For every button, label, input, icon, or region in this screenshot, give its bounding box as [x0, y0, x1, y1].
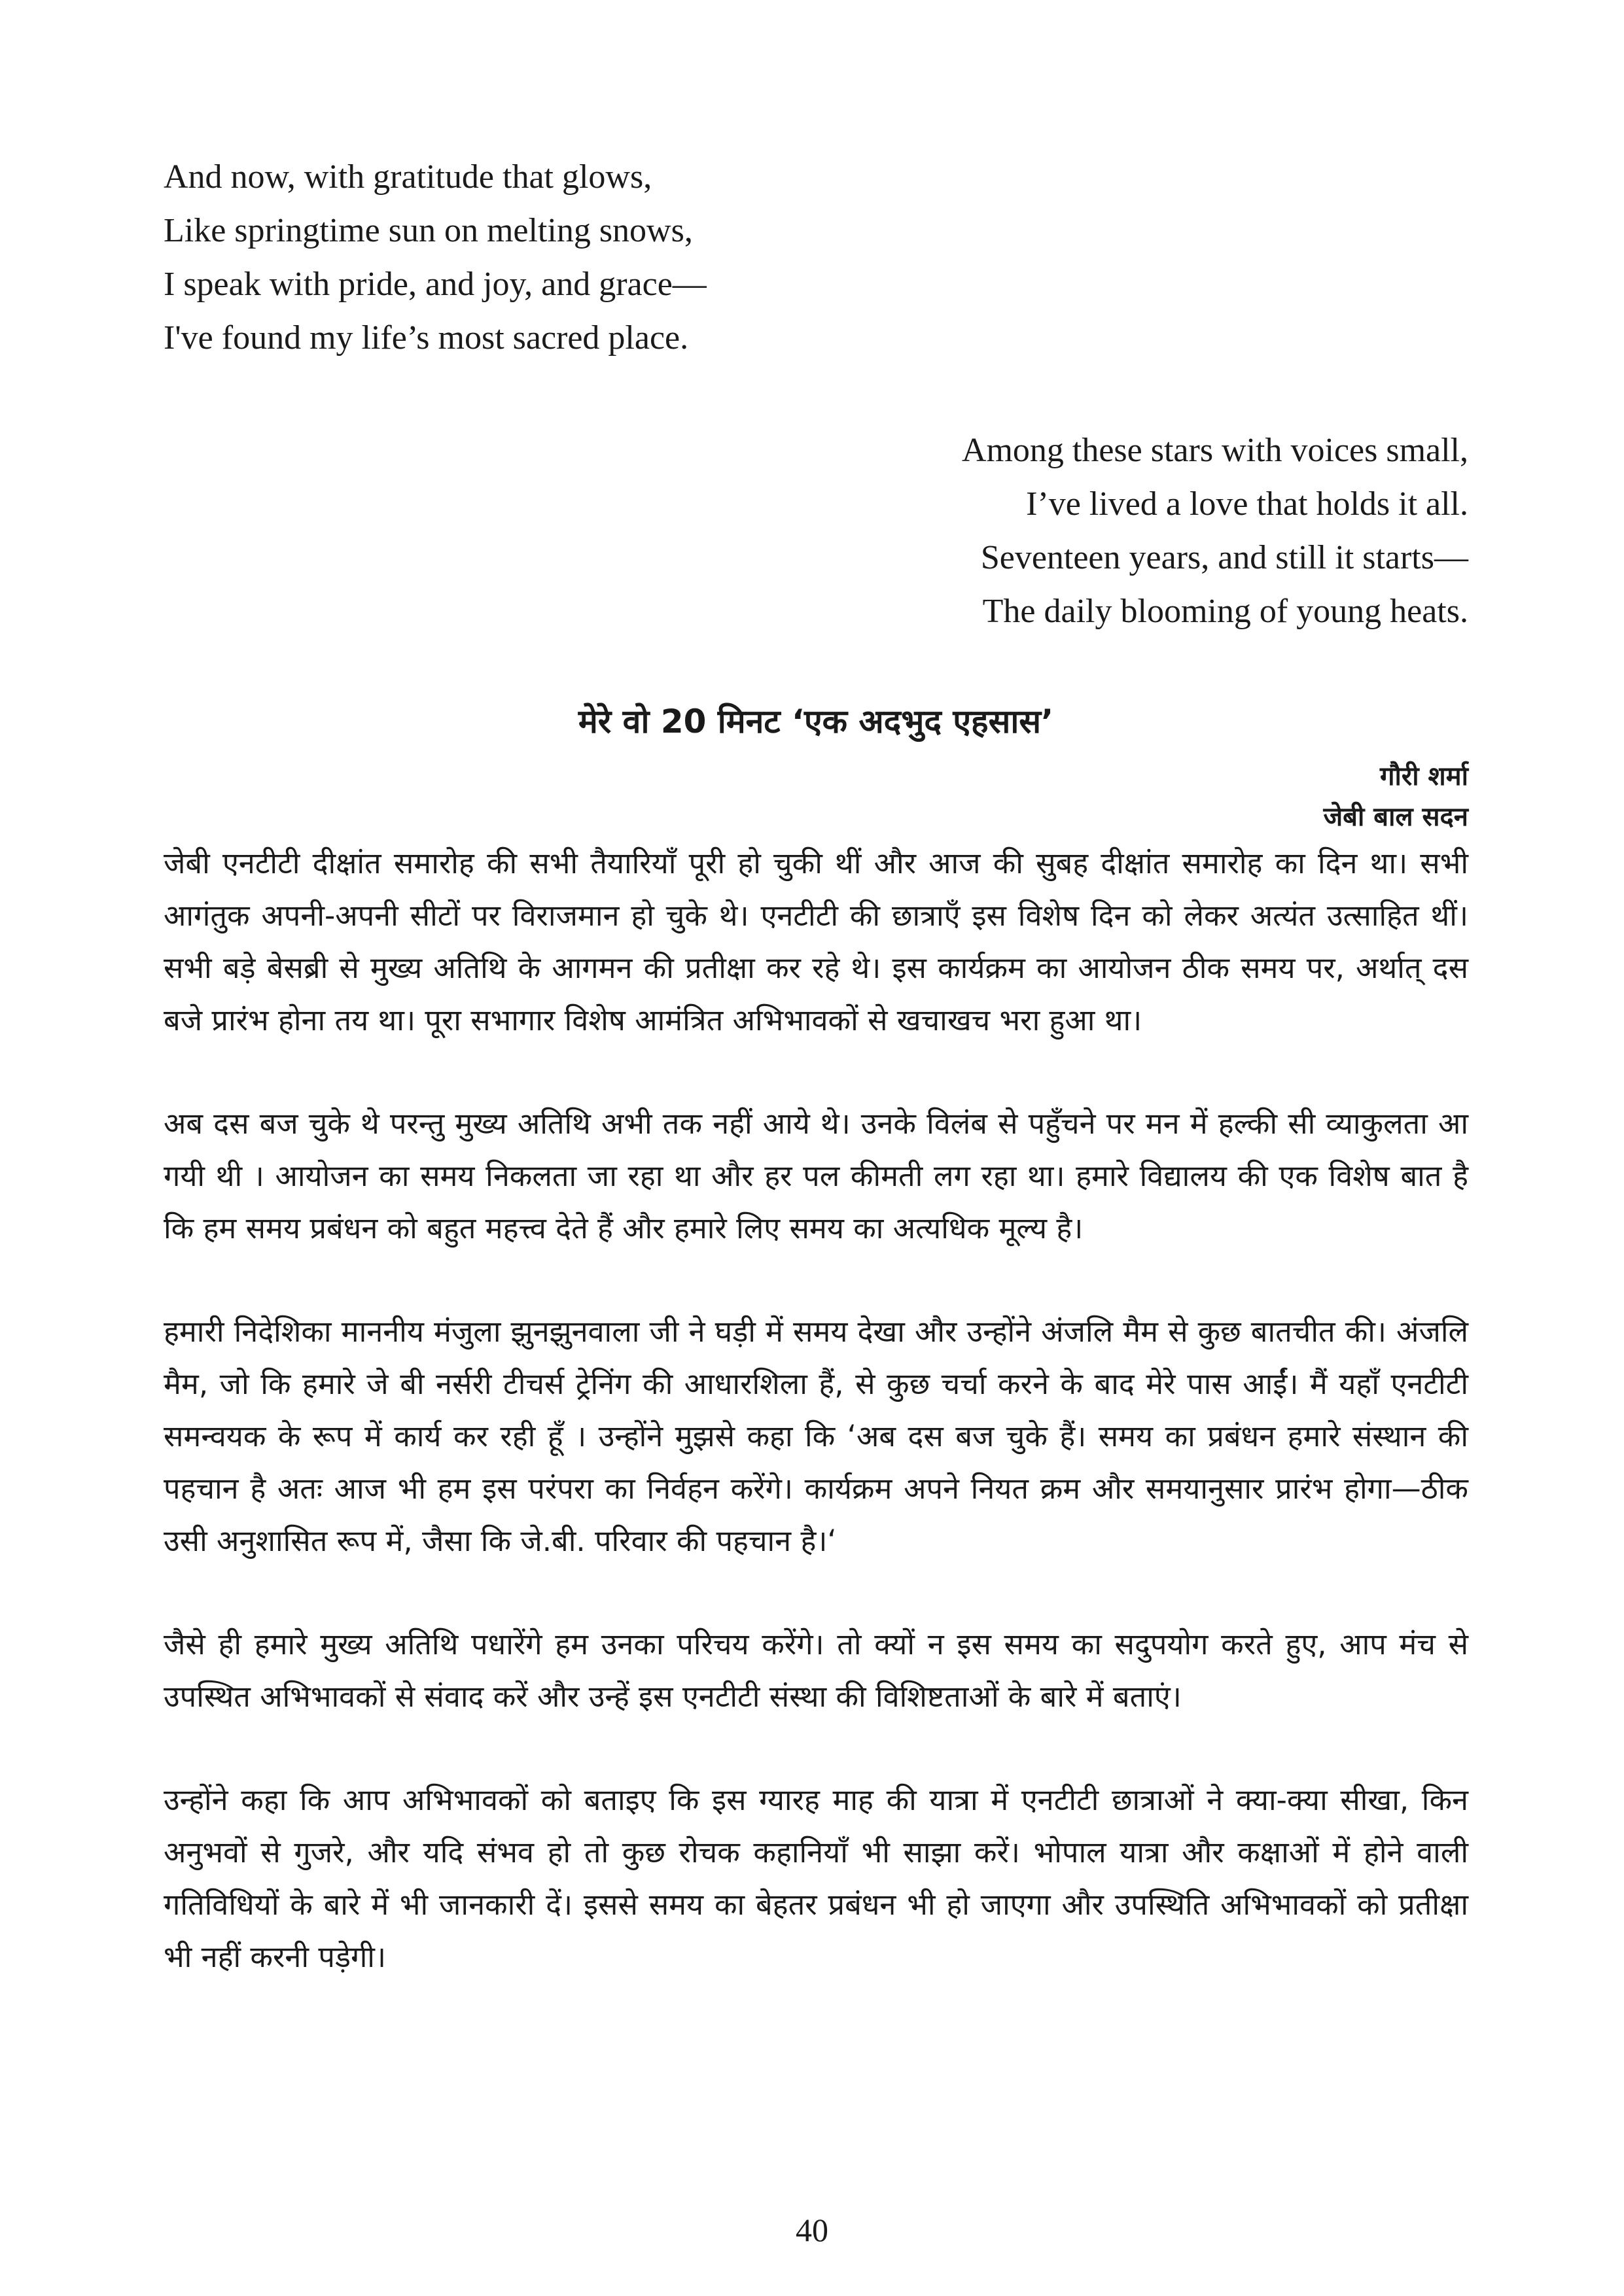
poem-line: Seventeen years, and still it starts—	[980, 539, 1468, 576]
page-number: 40	[796, 2212, 828, 2248]
poem-line: Among these stars with voices small,	[961, 432, 1468, 469]
paragraph: उन्होंने कहा कि आप अभिभावकों को बताइए कि इस ग्यारह माह की यात्रा में एनटीटी छात्राओं ने क्या-क्या सीखा, किन अनुभवों से गुजरे, और यदि संभव हो तो कुछ रोचक कहानियाँ भी साझा करें। भोपाल यात्रा और कक्षाओं में होने वाली गतिविधियों के बारे में भी जानकारी दें। इससे समय का बेहतर प्रबंधन भी हो जाएगा और उपस्थिति अभिभावकों को प्रतीक्षा भी नहीं करनी पड़ेगी।	[164, 1783, 1468, 1974]
poem-line: The daily blooming of young heats.	[982, 593, 1468, 630]
document-page	[164, 150, 1468, 2034]
article-body	[164, 837, 1468, 1983]
author-name: गौरी शर्मा	[1379, 761, 1468, 791]
author-affiliation: जेबी बाल सदन	[1323, 802, 1468, 832]
poem-stanza-1	[164, 150, 1468, 365]
poem-line: I speak with pride, and joy, and grace—	[164, 266, 707, 303]
article-title: मेरे वो 20 मिनट ‘एक अदभुद एहसास’	[578, 703, 1054, 740]
article-byline	[164, 756, 1468, 837]
poem-line: Like springtime sun on melting snows,	[164, 212, 693, 249]
paragraph: जेबी एनटीटी दीक्षांत समारोह की सभी तैयारियाँ पूरी हो चुकी थीं और आज की सुबह दीक्षांत समारोह का दिन था। सभी आगंतुक अपनी-अपनी सीटों पर विराजमान हो चुके थे। एनटीटी की छात्राएँ इस विशेष दिन को लेकर अत्यंत उत्साहित थीं। सभी बड़े बेसब्री से मुख्य अतिथि के आगमन की प्रतीक्षा कर रहे थे। इस कार्यक्रम का आयोजन ठीक समय पर, अर्थात् दस बजे प्रारंभ होना तय था। पूरा सभागार विशेष आमंत्रित अभिभावकों से खचाखच भरा हुआ था।	[164, 846, 1468, 1037]
paragraph: अब दस बज चुके थे परन्तु मुख्य अतिथि अभी तक नहीं आये थे। उनके विलंब से पहुँचने पर मन में हल्की सी व्याकुलता आ गयी थी । आयोजन का समय निकलता जा रहा था और हर पल कीमती लग रहा था। हमारे विद्यालय की एक विशेष बात है कि हम समय प्रबंधन को बहुत महत्त्व देते हैं और हमारे लिए समय का अत्यधिक मूल्य है।	[164, 1106, 1468, 1245]
poem-line: I've found my life’s most sacred place.	[164, 319, 689, 357]
poem-stanza-2	[164, 424, 1468, 638]
poem-line: And now, with gratitude that glows,	[164, 158, 652, 196]
paragraph: हमारी निदेशिका माननीय मंजुला झुनझुनवाला जी ने घड़ी में समय देखा और उन्होंने अंजलि मैम से कुछ बातचीत की। अंजलि मैम, जो कि हमारे जे बी नर्सरी टीचर्स ट्रेनिंग की आधारशिला हैं, से कुछ चर्चा करने के बाद मेरे पास आईं। मैं यहाँ एनटीटी समन्वयक के रूप में कार्य कर रही हूँ । उन्होंने मुझसे कहा कि ‘अब दस बज चुके हैं। समय का प्रबंधन हमारे संस्थान की पहचान है अतः आज भी हम इस परंपरा का निर्वहन करेंगे। कार्यक्रम अपने नियत क्रम और समयानुसार प्रारंभ होगा—ठीक उसी अनुशासित रूप में, जैसा कि जे.बी. परिवार की पहचान है।‘	[164, 1314, 1468, 1558]
paragraph: जैसे ही हमारे मुख्य अतिथि पधारेंगे हम उनका परिचय करेंगे। तो क्यों न इस समय का सदुपयोग करते हुए, आप मंच से उपस्थित अभिभावकों से संवाद करें और उन्हें इस एनटीटी संस्था की विशिष्टताओं के बारे में बताएं।	[164, 1627, 1468, 1714]
poem-line: I’ve lived a love that holds it all.	[1026, 485, 1468, 523]
